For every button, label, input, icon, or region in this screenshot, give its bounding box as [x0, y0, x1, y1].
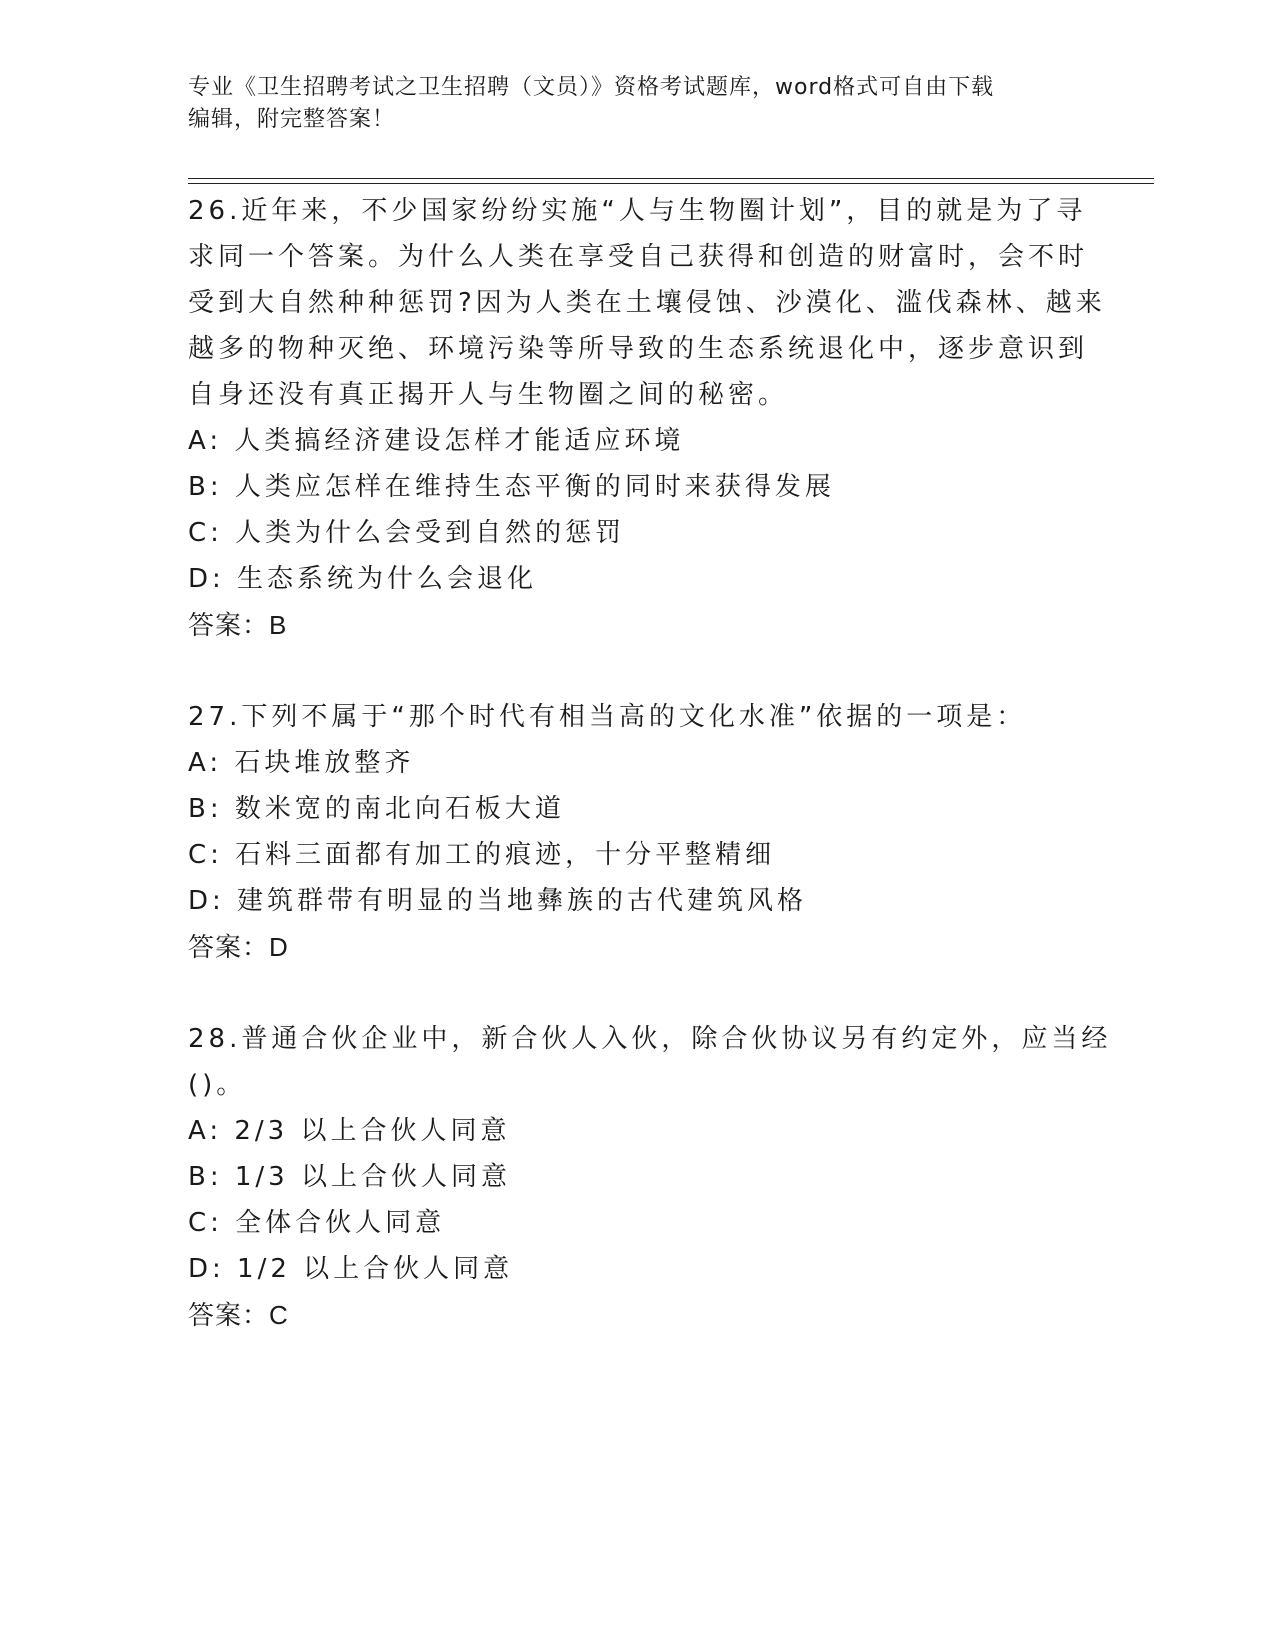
- stem-line: 28.普通合伙企业中，新合伙人入伙，除合伙协议另有约定外，应当经: [188, 1024, 1112, 1054]
- option-b: B: 数米宽的南北向石板大道: [188, 794, 565, 824]
- option-d: D: 生态系统为什么会退化: [188, 564, 538, 594]
- question-26: [188, 188, 1106, 648]
- question-stem: [188, 694, 1088, 740]
- header-divider-bottom: [188, 183, 1154, 184]
- option-b: B: 1/3 以上合伙人同意: [188, 1162, 511, 1192]
- header-line-1: 专业《卫生招聘考试之卫生招聘（文员）》资格考试题库，word格式可自由下载: [188, 75, 995, 100]
- option-a: A: 石块堆放整齐: [188, 748, 415, 778]
- stem-line: 26.近年来，不少国家纷纷实施“人与生物圈计划”，目的就是为了寻: [188, 196, 1087, 226]
- option-a: A: 2/3 以上合伙人同意: [188, 1116, 511, 1146]
- header-line-2: 编辑，附完整答案！: [188, 107, 396, 132]
- option-b: B: 人类应怎样在维持生态平衡的同时来获得发展: [188, 472, 835, 502]
- question-spacer: [188, 970, 1088, 1016]
- stem-line: 自身还没有真正揭开人与生物圈之间的秘密。: [188, 380, 789, 410]
- answer-label: 答案：C: [188, 1300, 289, 1330]
- answer-label: 答案：D: [188, 932, 289, 962]
- stem-line: ()。: [188, 1070, 247, 1100]
- stem-line: 受到大自然种种惩罚?因为人类在土壤侵蚀、沙漠化、滥伐森林、越来: [188, 288, 1106, 318]
- option-a: A: 人类搞经济建设怎样才能适应环境: [188, 426, 685, 456]
- question-28: [188, 1016, 1112, 1338]
- header-divider-top: [188, 178, 1154, 179]
- question-stem: [188, 188, 1106, 418]
- stem-line: 越多的物种灭绝、环境污染等所导致的生态系统退化中，逐步意识到: [188, 334, 1089, 364]
- option-c: C: 石料三面都有加工的痕迹，十分平整精细: [188, 840, 776, 870]
- option-d: D: 建筑群带有明显的当地彝族的古代建筑风格: [188, 886, 808, 916]
- answer-label: 答案：B: [188, 610, 288, 640]
- question-27: [188, 694, 1088, 970]
- question-stem: [188, 1016, 1112, 1108]
- stem-line: 27.下列不属于“那个时代有相当高的文化水准”依据的一项是：: [188, 702, 1027, 732]
- stem-line: 求同一个答案。为什么人类在享受自己获得和创造的财富时，会不时: [188, 242, 1089, 272]
- option-d: D: 1/2 以上合伙人同意: [188, 1254, 514, 1284]
- question-spacer: [188, 648, 1088, 694]
- option-c: C: 全体合伙人同意: [188, 1208, 446, 1238]
- option-c: C: 人类为什么会受到自然的惩罚: [188, 518, 626, 548]
- question-list: [188, 188, 1112, 1338]
- document-header: [188, 72, 1088, 136]
